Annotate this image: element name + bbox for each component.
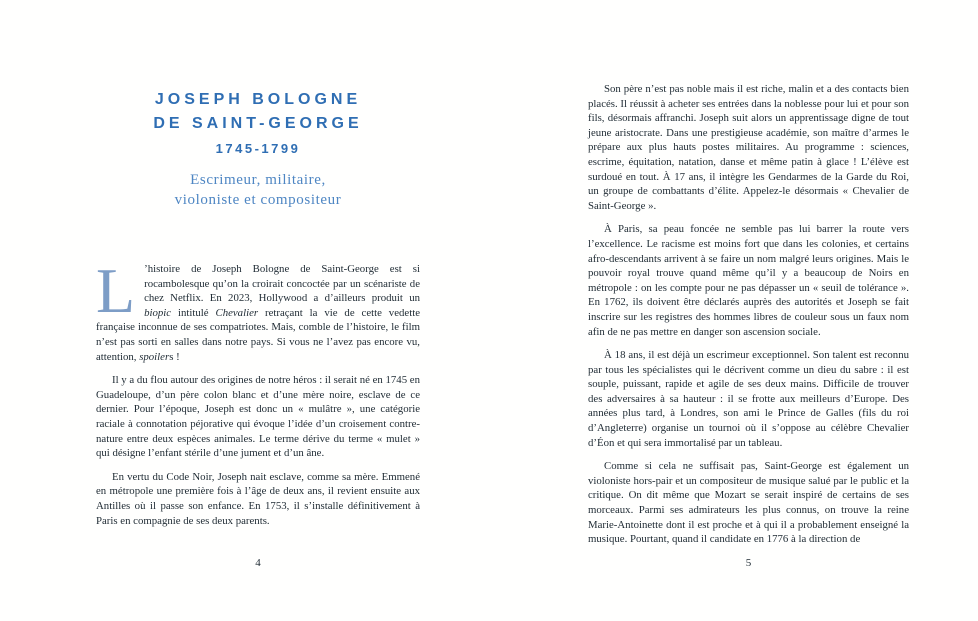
drop-cap: L (96, 255, 136, 326)
paragraph (588, 348, 909, 450)
italic-text-run: Chevalier (215, 306, 259, 319)
chapter-title (96, 88, 420, 136)
paragraph (96, 470, 420, 528)
italic-text-run: spoiler (139, 350, 170, 363)
chapter-subtitle-line-2: violoniste et compositeur (174, 192, 342, 208)
page-number-left: 4 (255, 557, 261, 569)
paragraph (588, 82, 909, 213)
chapter-title-line-1: JOSEPH BOLOGNE (154, 91, 362, 108)
page-left (96, 0, 420, 621)
text-run: Son père n’est pas noble mais il est riche, malin et a des contacts bien placés. Il réussit à acheter ses entrées dans la noblesse pour lui et pour son fils, désormais affranchi. Joseph suit alors un apprentissage digne de tout jeune aristocrate. Dans une prestigieuse académie, son maître d’armes le prépare aux plus hauts postes militaires. Au programme : sciences, escrime, équitation, natation, danse et même patin à glace ! L’élève est surdoué en tout. À 17 ans, il intègre les Gendarmes de la Garde du Roi, un groupe de combattants d’élite. Appelez-le désormais « Chevalier de Saint-George ». (588, 83, 909, 212)
right-page-body (588, 82, 909, 547)
text-run: s ! (169, 350, 180, 363)
text-run: Il y a du flou autour des origines de notre héros : il serait né en 1745 en Guadeloupe, d’un père colon blanc et d’une mère noire, esclave de ce dernier. Pour l’époque, Joseph est donc un « mulâtre », une catégorie raciale à connotation péjorative qui évoque l’idée d’un croisement contre-nature entre deux espèces animales. Le terme dérive du terme « mulet » qui désigne l’enfant stérile d’une jument et d’un âne. (96, 374, 420, 460)
chapter-title-line-2: DE SAINT-GEORGE (153, 115, 363, 132)
italic-text-run: biopic (144, 306, 172, 319)
paragraph (96, 255, 420, 364)
chapter-header (96, 88, 420, 210)
text-run: À Paris, sa peau foncée ne semble pas lui barrer la route vers l’excellence. Le racisme est moins fort que dans les colonies, et certains afro-descendants arrivent à se faire un nom malgré leurs origines. Mais le pouvoir royal trouve quand même qu’il y a beaucoup de Noirs en métropole : on les compte pour ne pas dépasser un « seuil de tolérance ». En 1762, ils doivent être déclarés auprès des autorités et Joseph se fait inscrire sur les registres des hommes libres de couleur sous un faux nom afin de ne pas mettre en danger son ascension sociale. (588, 223, 909, 338)
text-run: intitulé (171, 306, 216, 319)
page-number-right: 5 (745, 557, 752, 569)
paragraph (96, 373, 420, 461)
text-run: En vertu du Code Noir, Joseph nait esclave, comme sa mère. Emmené en métropole une première fois à l’âge de deux ans, il revient ensuite aux Antilles où il passe son enfance. En 1753, il s’installe définitivement à Paris en compagnie de ses deux parents. (96, 470, 420, 527)
chapter-subtitle-line-1: Escrimeur, militaire, (190, 172, 326, 188)
text-run: À 18 ans, il est déjà un escrimeur exceptionnel. Son talent est reconnu par tous les spécialistes qui le décrivent comme un dieu du sabre : il est souple, puissant, rapide et agile de ses deux mains. Difficile de trouver des adversaires à sa hauteur : il se frotte aux meilleurs d’Europe. Des années plus tard, à Londres, son ami le Prince de Galles (fils du roi d’Angleterre) organise un tournoi où il s’oppose au célèbre Chevalier d’Éon et qui sera immortalisé par un tableau. (588, 349, 909, 449)
paragraph (588, 459, 909, 547)
chapter-dates: 1745-1799 (215, 141, 301, 156)
text-run: Comme si cela ne suffisait pas, Saint-George est également un violoniste hors-pair et un compositeur de musique salué par le public et la critique. On dit même que Mozart se serait inspiré de certains de ses morceaux. Parmi ses admirateurs les plus connus, on trouve la reine Marie-Antoinette dont il est proche et à qui il a probablement enseigné la musique. Pourtant, quand il candidate en 1776 à la direction de (588, 460, 909, 546)
left-page-body (96, 255, 420, 528)
page-right (588, 0, 909, 621)
paragraph (588, 222, 909, 339)
text-run: retraçant la vie de cette vedette française inconnue de ses compatriotes. Mais, comble de l’histoire, le film n’est pas sorti en salles dans notre pays. Si vous ne l’avez pas encore vu, attention, (96, 306, 420, 363)
text-run: ’histoire de Joseph Bologne de Saint-George est si rocambolesque qu’on la croirait concoctée par un scénariste de chez Netflix. En 2023, Hollywood a d’ailleurs produit un (144, 263, 420, 305)
chapter-subtitle (96, 170, 420, 210)
